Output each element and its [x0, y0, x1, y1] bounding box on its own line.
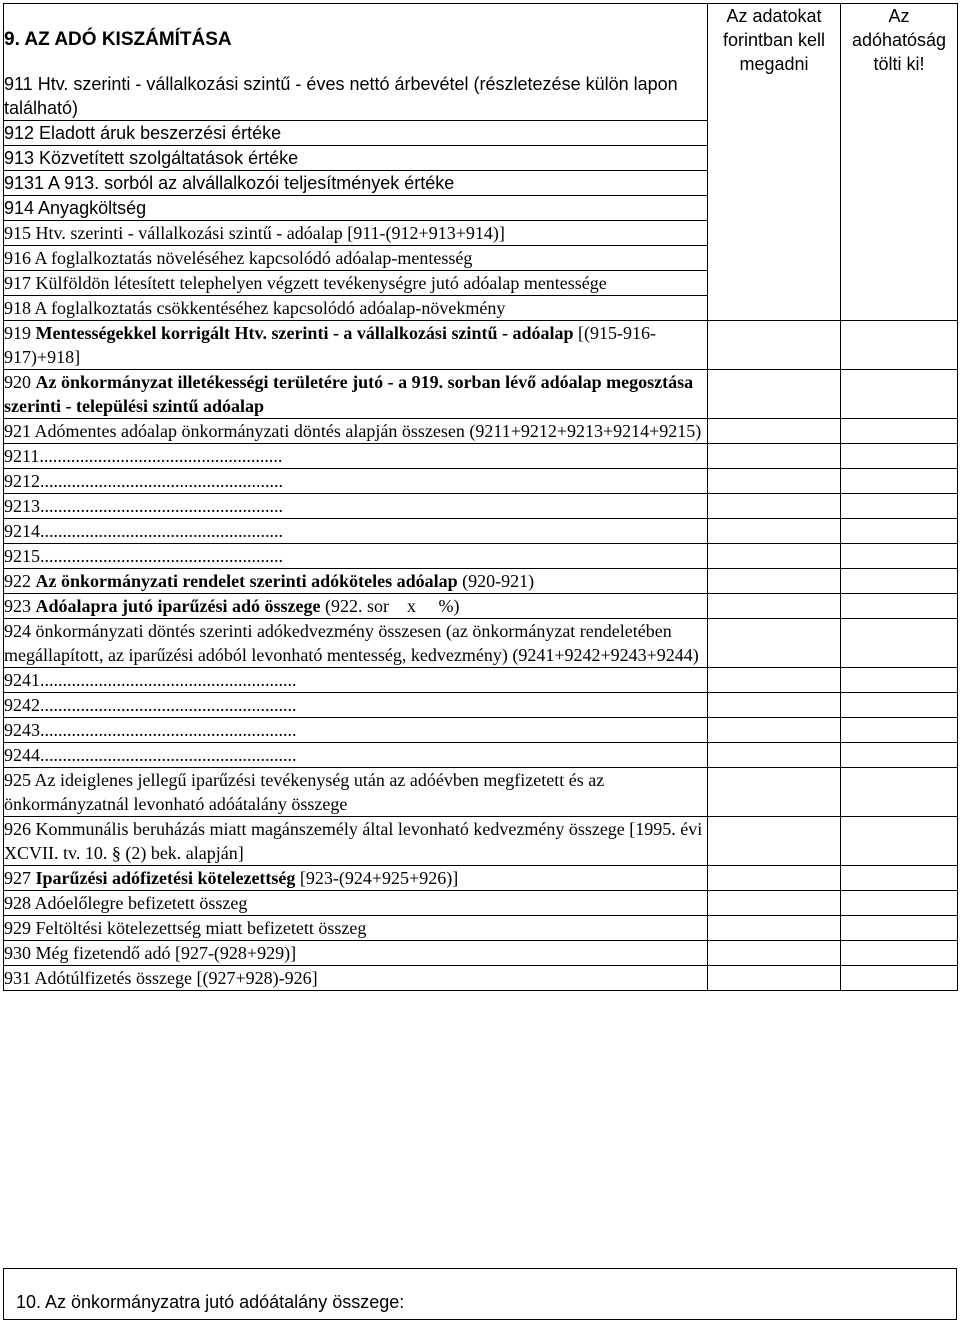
row-927: [4, 866, 708, 891]
row-924-authority-value: [841, 619, 958, 668]
row-921: [4, 419, 708, 444]
section-header-cell: [4, 4, 708, 121]
row-9241-label: 9241.........................................................: [4, 670, 297, 690]
row-9243-forint-value[interactable]: [708, 718, 841, 743]
authority-column-header: Az adóhatóság tölti ki!: [841, 4, 958, 321]
section-title: 9. AZ ADÓ KISZÁMÍTÁSA: [4, 29, 232, 50]
row-919-formula: [(915-916-917)+918]: [4, 323, 656, 367]
forint-column-header: Az adatokat forintban kell megadni: [708, 4, 841, 321]
row-9214: [4, 519, 708, 544]
row-914-label: 914 Anyagköltség: [4, 198, 147, 218]
row-9215: [4, 544, 708, 569]
row-924-forint-value[interactable]: [708, 619, 841, 668]
row-920-number: 920: [4, 372, 36, 392]
row-926-authority-value: [841, 817, 958, 866]
row-923-forint-value[interactable]: [708, 594, 841, 619]
row-9215-forint-value[interactable]: [708, 544, 841, 569]
row-929-forint-value[interactable]: [708, 916, 841, 941]
row-9215-label: 9215......................................................: [4, 546, 283, 566]
row-9241-forint-value[interactable]: [708, 668, 841, 693]
row-931-label: 931 Adótúlfizetés összege [(927+928)-926]: [4, 968, 318, 988]
row-915-label: 915 Htv. szerinti - vállalkozási szintű - adóalap [911-(912+913+914)]: [4, 223, 505, 243]
row-930-authority-value: [841, 941, 958, 966]
row-923-bold-text: Adóalapra jutó iparűzési adó összege: [35, 596, 321, 616]
row-922-forint-value[interactable]: [708, 569, 841, 594]
row-9212: [4, 469, 708, 494]
row-929: [4, 916, 708, 941]
row-923: [4, 594, 708, 619]
flat-tax-label: 10. Az önkormányzatra jutó adóátalány összege:: [16, 1292, 405, 1312]
row-921-label: 921 Adómentes adóalap önkormányzati döntés alapján összesen (9211+9212+9213+9214+9215): [4, 421, 702, 441]
row-9212-label: 9212......................................................: [4, 471, 283, 491]
row-929-authority-value: [841, 916, 958, 941]
row-927-number: 927: [4, 868, 36, 888]
row-928: [4, 891, 708, 916]
row-9242: [4, 693, 708, 718]
row-913-label: 913 Közvetített szolgáltatások értéke: [4, 148, 299, 168]
row-923-authority-value: [841, 594, 958, 619]
row-926: [4, 817, 708, 866]
row-925: [4, 768, 708, 817]
row-931: [4, 966, 708, 991]
row-9211-forint-value[interactable]: [708, 444, 841, 469]
row-9243: [4, 718, 708, 743]
row-9241: [4, 668, 708, 693]
row-9242-authority-value: [841, 693, 958, 718]
row-9211: [4, 444, 708, 469]
row-920: [4, 370, 708, 419]
row-9214-authority-value: [841, 519, 958, 544]
row-920-bold-text: Az önkormányzat illetékességi területére jutó - a 919. sorban lévő adóalap megosztása szerinti - települési szintű adóalap: [4, 372, 694, 416]
row-924-label: 924 önkormányzati döntés szerinti adókedvezmény összesen (az önkormányzat rendeletében megállapított, az iparűzési adóból levonható mentesség, kedvezmény) (9241+9242+9243+9244): [4, 621, 699, 665]
row-931-forint-value[interactable]: [708, 966, 841, 991]
row-9211-authority-value: [841, 444, 958, 469]
row-9244-authority-value: [841, 743, 958, 768]
row-922: [4, 569, 708, 594]
row-920-forint-value[interactable]: [708, 370, 841, 419]
row-9213-forint-value[interactable]: [708, 494, 841, 519]
row-928-authority-value: [841, 891, 958, 916]
row-931-authority-value: [841, 966, 958, 991]
row-917: [4, 271, 708, 296]
row-912: [4, 121, 708, 146]
row-919-number: 919: [4, 323, 36, 343]
row-913: [4, 146, 708, 171]
row-921-authority-value: [841, 419, 958, 444]
row-916: [4, 246, 708, 271]
row-926-label: 926 Kommunális beruházás miatt magánszemély által levonható kedvezmény összege [1995. évi XCVII. tv. 10. § (2) bek. alapján]: [4, 819, 703, 863]
row-928-forint-value[interactable]: [708, 891, 841, 916]
row-9242-forint-value[interactable]: [708, 693, 841, 718]
row-9131-label: 9131 A 913. sorból az alvállalkozói teljesítmények értéke: [4, 173, 455, 193]
row-919-forint-value[interactable]: [708, 321, 841, 370]
row-922-number: 922: [4, 571, 36, 591]
flat-tax-cell[interactable]: [4, 1269, 957, 1320]
flat-tax-table: [3, 1268, 957, 1320]
row-920-authority-value: [841, 370, 958, 419]
row-9212-forint-value[interactable]: [708, 469, 841, 494]
row-9214-forint-value[interactable]: [708, 519, 841, 544]
row-9244-label: 9244.........................................................: [4, 745, 297, 765]
row-911-label: 911 Htv. szerinti - vállalkozási szintű - éves nettó árbevétel (részletezése külön lapon található): [4, 74, 678, 118]
row-919-bold-text: Mentességekkel korrigált Htv. szerinti - a vállalkozási szintű - adóalap: [35, 323, 574, 343]
row-926-forint-value[interactable]: [708, 817, 841, 866]
row-9243-label: 9243.........................................................: [4, 720, 297, 740]
row-922-bold-text: Az önkormányzati rendelet szerinti adóköteles adóalap: [35, 571, 458, 591]
row-921-forint-value[interactable]: [708, 419, 841, 444]
row-925-label: 925 Az ideiglenes jellegű iparűzési tevékenység után az adóévben megfizetett és az önkormányzatnál levonható adóátalány összege: [4, 770, 605, 814]
row-925-forint-value[interactable]: [708, 768, 841, 817]
row-9244: [4, 743, 708, 768]
row-922-authority-value: [841, 569, 958, 594]
tax-calculation-table: [3, 3, 958, 991]
row-9211-label: 9211......................................................: [4, 446, 283, 466]
row-912-label: 912 Eladott áruk beszerzési értéke: [4, 123, 282, 143]
row-916-label: 916 A foglalkoztatás növeléséhez kapcsolódó adóalap-mentesség: [4, 248, 473, 268]
row-9242-label: 9242.........................................................: [4, 695, 297, 715]
row-930-forint-value[interactable]: [708, 941, 841, 966]
row-927-authority-value: [841, 866, 958, 891]
row-918: [4, 296, 708, 321]
row-919-authority-value: [841, 321, 958, 370]
row-915: [4, 221, 708, 246]
row-914: [4, 196, 708, 221]
row-9243-authority-value: [841, 718, 958, 743]
row-9213-label: 9213......................................................: [4, 496, 283, 516]
row-9241-authority-value: [841, 668, 958, 693]
row-917-label: 917 Külföldön létesített telephelyen végzett tevékenységre jutó adóalap mentessége: [4, 273, 607, 293]
row-930: [4, 941, 708, 966]
row-924: [4, 619, 708, 668]
row-918-label: 918 A foglalkoztatás csökkentéséhez kapcsolódó adóalap-növekmény: [4, 298, 506, 318]
row-922-formula: (920-921): [457, 571, 535, 591]
row-928-label: 928 Adóelőlegre befizetett összeg: [4, 893, 248, 913]
row-927-bold-text: Iparűzési adófizetési kötelezettség: [35, 868, 296, 888]
row-9215-authority-value: [841, 544, 958, 569]
row-9213: [4, 494, 708, 519]
row-923-number: 923: [4, 596, 36, 616]
row-930-label: 930 Még fizetendő adó [927-(928+929)]: [4, 943, 297, 963]
row-9214-label: 9214......................................................: [4, 521, 283, 541]
row-927-formula: [923-(924+925+926)]: [295, 868, 459, 888]
row-9244-forint-value[interactable]: [708, 743, 841, 768]
row-927-forint-value[interactable]: [708, 866, 841, 891]
row-919: [4, 321, 708, 370]
row-9131: [4, 171, 708, 196]
row-929-label: 929 Feltöltési kötelezettség miatt befizetett összeg: [4, 918, 367, 938]
row-925-authority-value: [841, 768, 958, 817]
row-923-formula: (922. sor x %): [320, 596, 460, 616]
row-9213-authority-value: [841, 494, 958, 519]
row-9212-authority-value: [841, 469, 958, 494]
